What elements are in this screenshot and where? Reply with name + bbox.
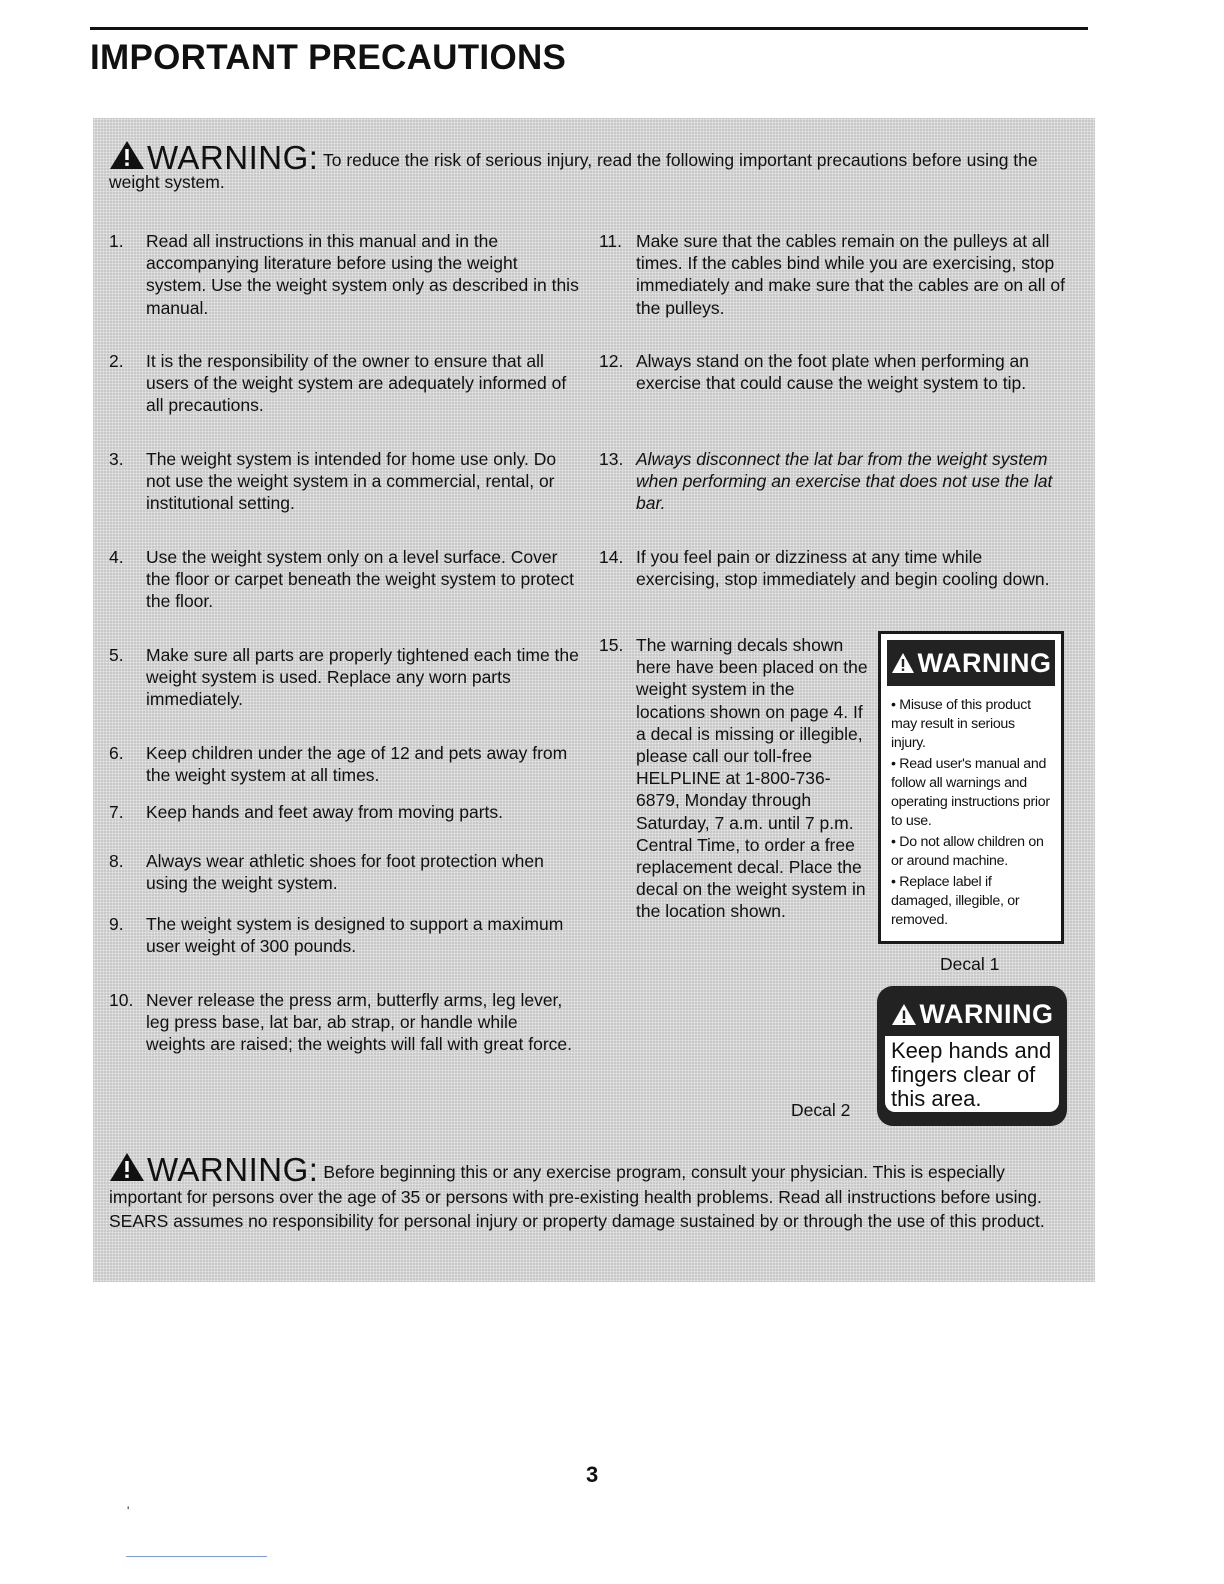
- precaution-number: 3.: [109, 449, 124, 469]
- decal-1-banner: [887, 640, 1055, 686]
- warning-triangle-icon: [891, 1003, 917, 1026]
- top-rule: [90, 27, 1088, 30]
- precaution-text: It is the responsibility of the owner to ensure that all users of the weight system are adequately informed of all precautions.: [146, 351, 567, 416]
- precaution-item-5: [109, 644, 579, 711]
- warning-triangle-icon: [891, 652, 915, 674]
- warning-triangle-icon: [109, 1152, 145, 1182]
- bottom-warning: [109, 1152, 1069, 1234]
- stray-mark: ': [127, 1504, 130, 1518]
- precaution-text: The warning decals shown here have been placed on the weight system in the locations shown on page 4. If a decal is missing or illegible, please call our toll-free HELPLINE at 1-800-736-6879, Monday through Saturday, 7 a.m. until 7 p.m. Central Time, to order a free replacement decal. Place the decal on the weight system in the location shown.: [636, 635, 868, 922]
- decal-2-banner: [885, 996, 1059, 1032]
- precaution-item-14: [599, 546, 1069, 590]
- precaution-text: Never release the press arm, butterfly arms, leg lever, leg press base, lat bar, ab strap, or handle while weights are raised; the weights will fall with great force.: [146, 990, 573, 1055]
- decal-1-bullet: • Do not allow children on or around machine.: [891, 834, 1044, 869]
- precaution-text: Use the weight system only on a level surface. Cover the floor or carpet beneath the weight system to protect the floor.: [146, 547, 575, 612]
- precaution-item-4: [109, 546, 579, 613]
- precaution-item-1: [109, 230, 579, 319]
- precaution-number: 6.: [109, 743, 124, 763]
- decal-1-label: Decal 1: [940, 954, 1000, 974]
- footer-link-line: [126, 1556, 267, 1557]
- precaution-text: Make sure all parts are properly tightened each time the weight system is used. Replace any worn parts immediately.: [146, 645, 579, 710]
- precaution-number: 1.: [109, 231, 124, 251]
- precaution-text: The weight system is designed to support a maximum user weight of 300 pounds.: [146, 914, 564, 957]
- precaution-number: 11.: [599, 231, 623, 251]
- precaution-number: 2.: [109, 351, 124, 371]
- decal-1: [878, 631, 1064, 944]
- decal-1-bullet: • Read user's manual and follow all warnings and operating instructions prior to use.: [891, 756, 1050, 829]
- precaution-item-6: [109, 742, 579, 786]
- precaution-number: 13.: [599, 449, 624, 469]
- decal-1-banner-text: WARNING: [917, 647, 1052, 678]
- precaution-number: 14.: [599, 547, 624, 567]
- precaution-text: Keep children under the age of 12 and pets away from the weight system at all times.: [146, 743, 568, 786]
- decal-2-label: Decal 2: [791, 1100, 851, 1120]
- decal-2: [877, 986, 1067, 1126]
- decal-1-bullet: • Misuse of this product may result in serious injury.: [891, 697, 1031, 751]
- precaution-item-7: [109, 801, 579, 823]
- precaution-item-3: [109, 448, 579, 515]
- precaution-item-13: [599, 448, 1069, 515]
- precaution-text: Always disconnect the lat bar from the weight system when performing an exercise that does not use the lat bar.: [636, 449, 1053, 514]
- page-title: IMPORTANT PRECAUTIONS: [90, 38, 567, 77]
- decal-1-bullets: [881, 686, 1061, 930]
- precaution-text: Make sure that the cables remain on the pulleys at all times. If the cables bind while you are exercising, stop immediately and make sure that the cables are on all of the pulleys.: [636, 231, 1065, 318]
- precaution-item-11: [599, 230, 1069, 319]
- precaution-text: Keep hands and feet away from moving parts.: [146, 802, 504, 822]
- bottom-warning-text: Before beginning this or any exercise program, consult your physician. This is especially important for persons over the age of 35 or persons with pre-existing health problems. Read all instructions before using. SEARS assumes no responsibility for personal injury or property damage sustained by or through the use of this product.: [109, 1162, 1045, 1231]
- precaution-text: Always wear athletic shoes for foot protection when using the weight system.: [146, 851, 544, 894]
- precaution-text: Read all instructions in this manual and in the accompanying literature before using the weight system. Use the weight system only as described in this manual.: [146, 231, 579, 318]
- precaution-number: 9.: [109, 914, 124, 934]
- precaution-item-8: [109, 850, 579, 894]
- precaution-number: 7.: [109, 802, 124, 822]
- precaution-item-2: [109, 350, 579, 417]
- top-warning: [109, 140, 1069, 193]
- precaution-number: 12.: [599, 351, 624, 371]
- precaution-text: If you feel pain or dizziness at any time while exercising, stop immediately and begin cooling down.: [636, 547, 1050, 590]
- precautions-panel: [93, 118, 1095, 1282]
- top-warning-label: WARNING:: [147, 139, 319, 176]
- precaution-text: Always stand on the foot plate when performing an exercise that could cause the weight system to tip.: [636, 351, 1030, 394]
- precaution-item-12: [599, 350, 1069, 394]
- top-warning-text: To reduce the risk of serious injury, read the following important precautions before using the weight system.: [109, 150, 1038, 192]
- precaution-number: 15.: [599, 635, 624, 655]
- precaution-number: 8.: [109, 851, 124, 871]
- precaution-item-9: [109, 913, 579, 957]
- bottom-warning-label: WARNING:: [147, 1151, 319, 1188]
- warning-triangle-icon: [109, 140, 145, 170]
- decal-1-bullet: • Replace label if damaged, illegible, or removed.: [891, 874, 1020, 928]
- decal-2-banner-text: WARNING: [919, 998, 1054, 1029]
- precaution-number: 5.: [109, 645, 124, 665]
- page-number: 3: [586, 1462, 599, 1487]
- precaution-number: 10.: [109, 990, 134, 1010]
- precaution-text: The weight system is intended for home use only. Do not use the weight system in a commercial, rental, or institutional setting.: [146, 449, 557, 514]
- decal-2-text: Keep hands and fingers clear of this area.: [885, 1036, 1059, 1112]
- precaution-number: 4.: [109, 547, 124, 567]
- precaution-item-10: [109, 989, 579, 1056]
